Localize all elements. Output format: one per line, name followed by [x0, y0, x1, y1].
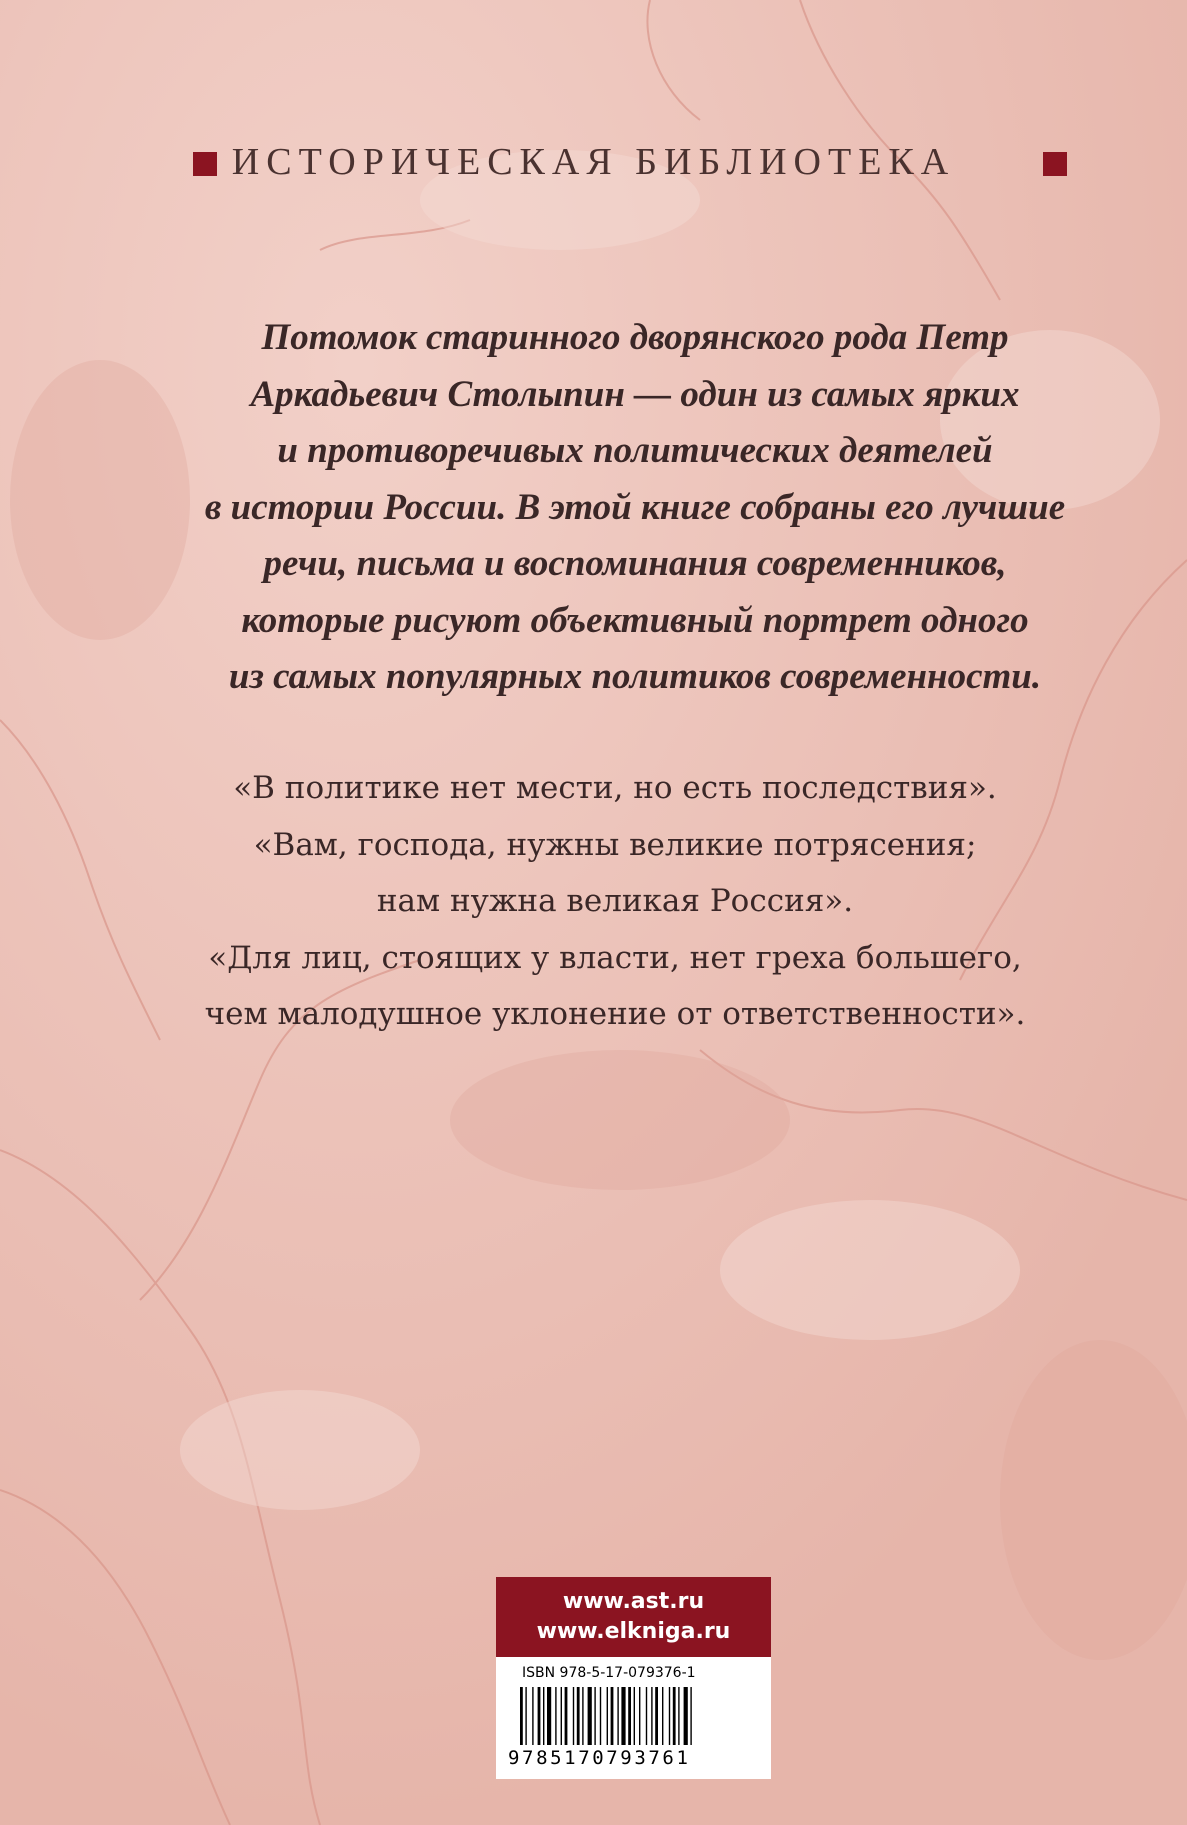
barcode-bar [561, 1687, 562, 1745]
barcode-bar [611, 1687, 614, 1745]
quote-line: «В политике нет мести, но есть последствия». [233, 770, 997, 806]
barcode-bar [684, 1687, 688, 1745]
barcode-bar [577, 1687, 580, 1745]
barcode-bar [573, 1687, 574, 1745]
quotes-block [150, 760, 1080, 1043]
barcode-bar [588, 1687, 592, 1745]
publisher-url-ast[interactable]: www.ast.ru [562, 1589, 705, 1614]
annotation-line: Потомок старинного дворянского рода Петр [261, 317, 1009, 358]
isbn-barcode [496, 1657, 771, 1779]
barcode-bar [690, 1687, 691, 1745]
barcode-bar [646, 1687, 647, 1745]
barcode-bar [547, 1687, 551, 1745]
series-title: ИСТОРИЧЕСКАЯ БИБЛИОТЕКА [231, 141, 956, 183]
barcode-bar [607, 1687, 608, 1745]
barcode-digits: 9785170793761 [508, 1747, 691, 1769]
barcode-bar [651, 1687, 652, 1745]
barcode-bar [565, 1687, 568, 1745]
quote-line: «Для лиц, стоящих у власти, нет греха большего, [208, 939, 1022, 976]
barcode-bar [600, 1687, 601, 1745]
series-header [0, 140, 1187, 184]
square-bullet-icon [1043, 152, 1067, 176]
barcode-bar [628, 1687, 631, 1745]
barcode-bar [655, 1687, 658, 1745]
annotation-line: которые рисуют объективный портрет одного [241, 599, 1029, 641]
barcode-bar [621, 1687, 625, 1745]
barcode-bar [662, 1687, 663, 1745]
quote-line: «Вам, господа, нужны великие потрясения; [253, 826, 977, 863]
barcode-bar [634, 1687, 635, 1745]
annotation-line: Аркадьевич Столыпин — один из самых ярких [250, 373, 1020, 415]
barcode-bar [582, 1687, 583, 1745]
publisher-links [496, 1577, 771, 1657]
barcode-bar [678, 1687, 679, 1745]
barcode-bar [525, 1687, 526, 1745]
barcode-bar [543, 1687, 544, 1745]
barcode-bar [520, 1687, 523, 1745]
book-annotation [180, 310, 1090, 706]
barcode-bar [669, 1687, 670, 1745]
quote-line: чем малодушное уклонение от ответственности». [204, 996, 1026, 1032]
barcode-bar [594, 1687, 595, 1745]
annotation-line: и противоречивых политических деятелей [277, 430, 993, 471]
annotation-line: в истории России. В этой книге собраны его лучшие [204, 486, 1066, 528]
barcode-bar [532, 1687, 533, 1745]
isbn-label: ISBN 978-5-17-079376-1 [522, 1665, 696, 1681]
publisher-url-elkniga[interactable]: www.elkniga.ru [536, 1619, 731, 1644]
barcode-bar [555, 1687, 556, 1745]
barcode-bar [673, 1687, 676, 1745]
square-bullet-icon [193, 152, 217, 176]
barcode-bar [639, 1687, 640, 1745]
annotation-line: речи, письма и воспоминания современников, [263, 543, 1007, 584]
quote-line: нам нужна великая Россия». [376, 883, 854, 919]
annotation-line: из самых популярных политиков современности. [228, 656, 1042, 697]
barcode-bar [538, 1687, 541, 1745]
barcode-bar [617, 1687, 618, 1745]
